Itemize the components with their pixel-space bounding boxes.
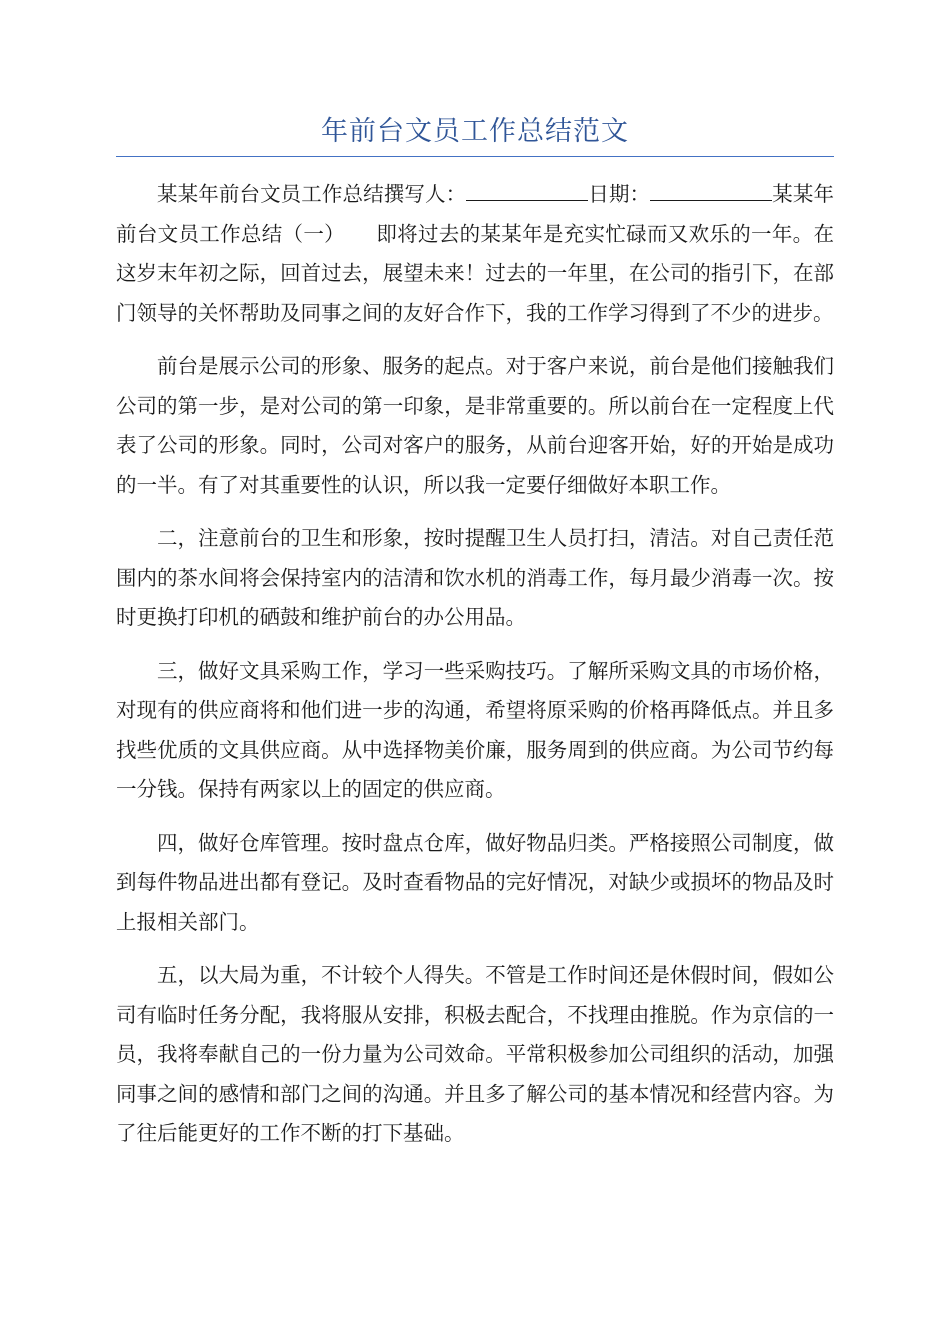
document-page	[116, 0, 834, 1168]
intro-text: 某某年前台文员工作总结（一） 即将过去的某某年是充实忙碌而又欢乐的一年。在这岁末年初之际，回首过去，展望未来！过去的一年里，在公司的指引下，在部门领导的关怀帮助及同事之间的友好合作下，我的工作学习得到了不少的进步。	[116, 182, 835, 325]
intro-paragraph	[116, 175, 834, 333]
paragraph-purchasing: 三，做好文具采购工作，学习一些采购技巧。了解所采购文具的市场价格，对现有的供应商将和他们进一步的沟通，希望将原采购的价格再降低点。并且多找些优质的文具供应商。从中选择物美价廉，服务周到的供应商。为公司节约每一分钱。保持有两家以上的固定的供应商。	[116, 658, 834, 801]
title-underline	[116, 156, 834, 157]
paragraph-teamwork: 五，以大局为重，不计较个人得失。不管是工作时间还是休假时间，假如公司有临时任务分配，我将服从安排，积极去配合，不找理由推脱。作为京信的一员，我将奉献自己的一份力量为公司效命。平常积极参加公司组织的活动，加强同事之间的感情和部门之间的沟通。并且多了解公司的基本情况和经营内容。为了往后能更好的工作不断的打下基础。	[116, 963, 834, 1145]
date-blank	[650, 180, 772, 201]
document-body	[116, 175, 834, 1154]
document-title: 年前台文员工作总结范文	[321, 116, 629, 147]
paragraph-hygiene: 二，注意前台的卫生和形象，按时提醒卫生人员打扫，清洁。对自己责任范围内的茶水间将会保持室内的洁清和饮水机的消毒工作，每月最少消毒一次。按时更换打印机的硒鼓和维护前台的办公用品。	[116, 526, 834, 629]
author-label: 某某年前台文员工作总结撰写人：	[157, 182, 467, 206]
paragraph-reception-image: 前台是展示公司的形象、服务的起点。对于客户来说，前台是他们接触我们公司的第一步，是对公司的第一印象，是非常重要的。所以前台在一定程度上代表了公司的形象。同时，公司对客户的服务，从前台迎客开始，好的开始是成功的一半。有了对其重要性的认识，所以我一定要仔细做好本职工作。	[116, 354, 834, 497]
paragraph-warehouse: 四，做好仓库管理。按时盘点仓库，做好物品归类。严格接照公司制度，做到每件物品进出都有登记。及时查看物品的完好情况，对缺少或损坏的物品及时上报相关部门。	[116, 830, 834, 934]
author-blank	[466, 180, 588, 201]
date-label: 日期：	[588, 182, 651, 206]
